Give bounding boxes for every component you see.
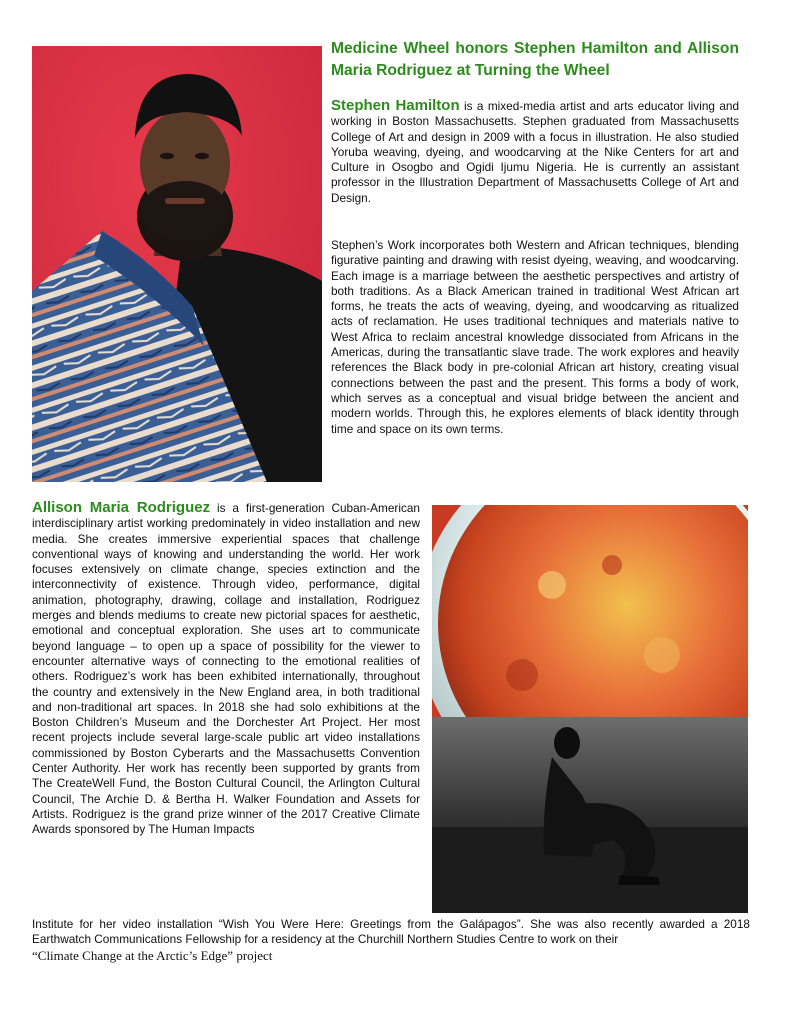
rodriguez-bio-paragraph-2 [32,917,750,964]
hamilton-bio-paragraph-2: Stephen’s Work incorporates both Western and African techniques, blending figurative painting and drawing with resist dyeing, weaving, and woodcarving. Each image is a marriage between the aesthetic perspectives and artistry of both traditions. As a Black American trained in traditional West African art forms, he treats the acts of weaving, dyeing, and woodcarving as ritualized acts of reclamation. He uses traditional techniques and materials native to West Africa to reclaim ancestral knowledge dissociated from Africans in the Americas, during the transatlantic slave trade. The work explores and heavily references the Black body in pre-colonial African art history, creating visual connections between the past and the present. This forms a body of work, which serves as a conceptual and visual bridge between the ancient and modern worlds. Through this, he explores elements of black identity through time and space on its own terms. [331,238,739,436]
hamilton-bio-text-1: is a mixed-media artist and arts educator living and working in Boston Massachusetts. Stephen graduated from Massachusetts College of Art and design in 2009 with a focus in illustration. He also studied Yoruba weaving, dyeing, and woodcarving at the Nike Centers for art and Culture in Osogbo and Ogidi Ijumu Nigeria. He is currently an assistant professor in the Illustration Department of Massachusetts College of Art and Design. [331,99,740,205]
rodriguez-name: Allison Maria Rodriguez [32,499,211,516]
stephen-hamilton-photo [32,46,322,482]
rodriguez-bio-text-1: is a first-generation Cuban-American interdisciplinary artist working predominately in video installation and new media. She creates immersive experiential spaces that challenge conventional ways of knowing and understanding the world. Her work focuses extensively on climate change, species extinction and the interconnectivity of existence. Through video, performance, digital animation, photography, drawing, collage and installation, Rodriguez merges and blends mediums to create new pictorial spaces for aesthetic, emotional and conceptual exploration. She uses art to communicate beyond language – to open up a space of possibility for the viewer to encounter alternative ways of connecting to the emotional realities of others. Rodriguez’s work has been exhibited internationally, throughout the country and extensively in the New England area, in both traditional and non-traditional art spaces. In 2018 she had solo exhibitions at the Boston Children’s Museum and the Dorchester Art Project. Her most recent projects include several large-scale public art video installations commissioned by Boston Cyberarts and the Massachusetts Convention Center Authority. Her work has recently been supported by grants from The CreateWell Fund, the Boston Cultural Council, the Arlington Cultural Council, The Archie D. & Bertha H. Walker Foundation and Assets for Artists. Rodriguez is the grand prize winner of the 2017 Creative Climate Awards sponsored by The Human Impacts [32,501,420,837]
rodriguez-bio-text-2: Institute for her video installation “Wish You Were Here: Greetings from the Galápagos”. She was also recently awarded a 2018 Earthwatch Communications Fellowship for a residency at the Churchill Northern Studies Centre to work on their [32,917,750,947]
allison-rodriguez-installation-photo [432,505,748,913]
hamilton-name: Stephen Hamilton [331,97,460,114]
rodriguez-bio-tail: “Climate Change at the Arctic’s Edge” project [32,947,273,963]
page-headline: Medicine Wheel honors Stephen Hamilton and Allison Maria Rodriguez at Turning the Wheel [331,40,739,79]
hamilton-bio-intro [331,98,739,206]
rodriguez-bio-intro [32,500,420,838]
